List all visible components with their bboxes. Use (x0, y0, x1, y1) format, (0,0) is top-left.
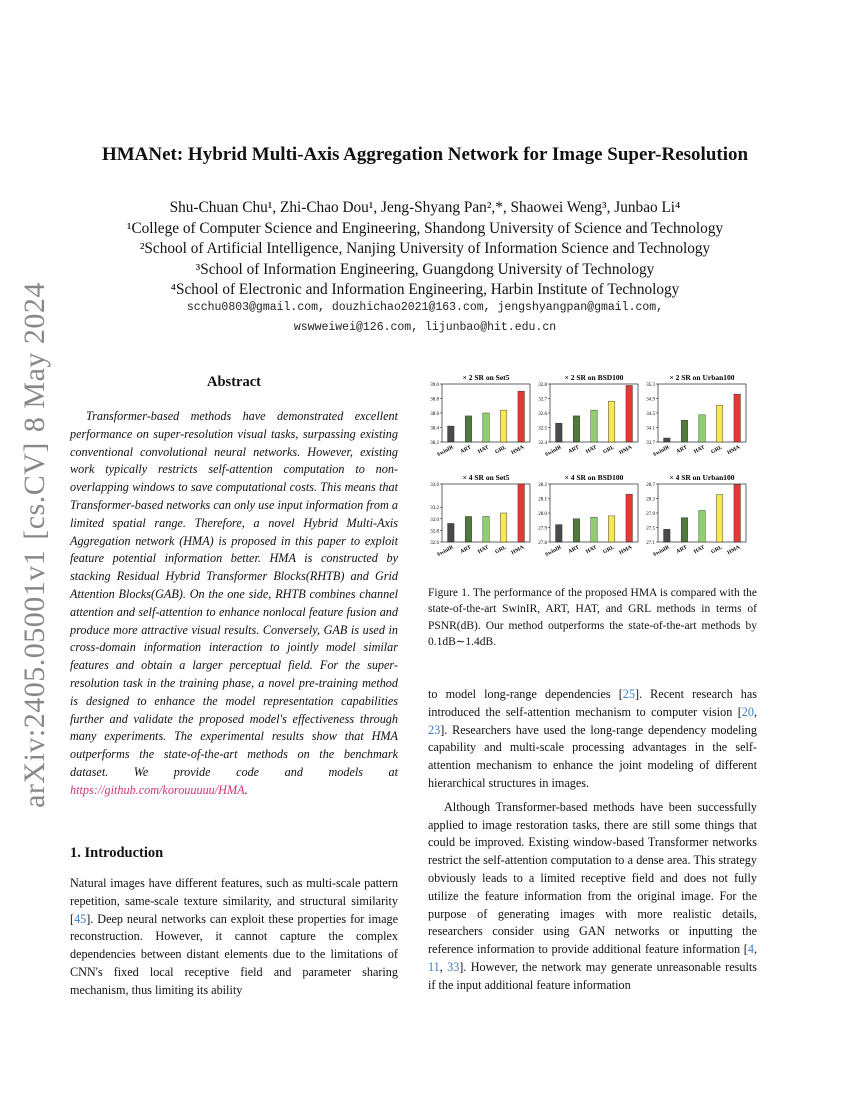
y-tick-label: 38.4 (430, 426, 439, 432)
emails-line-2: wswweiwei@126.com, lijunbao@hit.edu.cn (293, 321, 557, 334)
rc-text-p2b: ]. However, the network may generate unreasonable results if the input additional feature information (428, 959, 757, 992)
bar-grl (608, 401, 615, 442)
y-tick-label: 32.5 (538, 426, 547, 432)
rc-sep: , (753, 704, 757, 719)
x-tick-label: SwinIR (652, 544, 671, 559)
x-tick-label: HMA (618, 444, 634, 457)
bar-hat (483, 413, 490, 442)
y-tick-label: 38.6 (430, 412, 439, 417)
bar-grl (500, 410, 507, 442)
x-tick-label: ART (567, 544, 581, 556)
y-tick-label: 33.0 (430, 517, 439, 523)
chart-title: × 4 SR on BSD100 (564, 473, 624, 482)
x-tick-label: GRL (710, 544, 724, 556)
y-tick-label: 38.2 (430, 441, 439, 446)
chart-title: × 4 SR on Urban100 (669, 473, 735, 482)
bar-grl (716, 405, 723, 442)
y-tick-label: 34.1 (646, 426, 655, 432)
y-tick-label: 32.4 (538, 441, 547, 446)
x-tick-label: ART (675, 544, 689, 556)
performance-figure (428, 372, 758, 572)
bar-swinir (448, 523, 455, 542)
x-tick-label: HAT (692, 544, 706, 556)
bar-art (465, 516, 472, 542)
chart-title: × 2 SR on Urban100 (669, 373, 735, 382)
y-tick-label: 32.8 (430, 529, 439, 535)
x-tick-label: HMA (618, 544, 634, 557)
citation[interactable]: 4 (747, 942, 754, 957)
y-tick-label: 28.1 (538, 497, 547, 503)
chart-panel (538, 373, 638, 458)
x-tick-label: HMA (510, 544, 526, 557)
y-tick-label: 39.0 (430, 383, 439, 388)
arxiv-id: arXiv:2405.05001v1 (18, 549, 51, 808)
y-tick-label: 33.7 (646, 441, 655, 446)
bar-hma (734, 394, 741, 442)
x-tick-label: GRL (602, 544, 616, 556)
bar-hat (591, 410, 598, 442)
y-tick-label: 38.8 (430, 397, 439, 403)
bar-grl (608, 516, 615, 542)
x-tick-label: SwinIR (436, 444, 455, 459)
y-tick-label: 33.6 (430, 483, 439, 488)
bar-swinir (448, 426, 455, 442)
citation[interactable]: 25 (622, 687, 635, 701)
y-tick-label: 32.6 (430, 541, 439, 546)
x-tick-label: SwinIR (544, 444, 563, 459)
arxiv-category: [cs.CV] (18, 442, 51, 540)
chart-panel (646, 373, 746, 458)
x-tick-label: GRL (710, 444, 724, 456)
arxiv-date: 8 May 2024 (18, 282, 51, 433)
bar-hma (734, 484, 741, 542)
y-tick-label: 33.2 (430, 506, 439, 512)
bar-art (573, 416, 580, 442)
right-column-text (428, 686, 757, 995)
x-tick-label: GRL (602, 444, 616, 456)
chart-panel (538, 473, 638, 558)
abstract-text: Transformer-based methods have demonstrated excellent performance on super-resolution visual tasks, surpassing existing conventional convolutional neural networks. However, existing work typically restricts self-attention computation to non-overlapping windows to save computational costs. This means that Transformer-based networks can only use input information from a limited spatial range. Therefore, a novel Hybrid Multi-Axis Aggregation network (HMA) is proposed in this paper to exploit feature potential information better. HMA is constructed by stacking Residual Hybrid Transformer Blocks(RHTB) and Grid Attention Blocks(GAB). On the one side, RHTB combines channel attention and self-attention to enhance nonlocal feature fusion and produce more attractive visual results. Conversely, GAB is used in cross-domain information interaction to jointly model similar features and obtain a larger perceptual field. For the super-resolution task in the training phase, a novel pre-training method is designed to enhance the model representation capabilities further and validate the proposed model's effectiveness through many experiments. The experimental results show that HMA outperforms the state-of-the-art methods on the benchmark dataset. We provide code and models at (70, 409, 398, 779)
chart-panel (646, 473, 746, 558)
rc-text-a: to model long-range dependencies [ (428, 687, 623, 701)
affiliation-4: ⁴School of Electronic and Information Engineering, Harbin Institute of Technology (170, 281, 680, 298)
x-tick-label: SwinIR (652, 444, 671, 459)
citation[interactable]: 23 (428, 722, 441, 737)
x-tick-label: HMA (726, 444, 742, 457)
y-tick-label: 27.1 (646, 541, 655, 546)
y-tick-label: 28.3 (646, 497, 655, 503)
bar-grl (500, 513, 507, 542)
author-block (0, 198, 850, 301)
citation[interactable]: 11 (428, 959, 440, 974)
citation[interactable]: 33 (447, 959, 460, 974)
bar-swinir (556, 423, 563, 442)
x-tick-label: ART (459, 544, 473, 556)
chart-title: × 4 SR on Set5 (462, 473, 510, 482)
x-tick-label: HAT (584, 444, 598, 456)
rc-text-p2a: Although Transformer-based methods have been successfully applied to image restoration tasks, there are still some things that could be improved. Existing window-based Transformer networks restrict the self-attention computation to a dense area. This strategy obviously leads to a limited receptive field and does not fully utilize the feature information from the original image. For the purpose of generating images with more realistic details, researchers consider using GAN networks or inputting the reference information to provide additional feature information [ (428, 799, 757, 957)
y-tick-label: 28.2 (538, 483, 547, 488)
x-tick-label: GRL (494, 544, 508, 556)
intro-text-a: Natural images have different features, such as multi-scale pattern repetition, same-scale texture similarity, and structural similarity [ (70, 876, 398, 926)
rc-text-d: ]. Researchers have used the long-range dependency modeling capability and multi-scale processing advantages in the self-attention mechanism to enhance the joint modeling of different hierarchical structures in images. (428, 722, 757, 790)
y-tick-label: 34.5 (646, 412, 655, 417)
y-tick-label: 32.6 (538, 412, 547, 417)
y-tick-label: 27.8 (538, 541, 547, 546)
x-tick-label: HAT (584, 544, 598, 556)
abstract-heading: Abstract (207, 374, 261, 390)
arxiv-stamp (18, 272, 52, 808)
x-tick-label: GRL (494, 444, 508, 456)
x-tick-label: ART (567, 444, 581, 456)
y-tick-label: 27.9 (646, 512, 655, 517)
bar-swinir (664, 438, 671, 442)
intro-heading: 1. Introduction (70, 845, 164, 861)
bar-hma (518, 484, 525, 542)
bar-hma (626, 385, 633, 442)
chart-panel (430, 473, 530, 558)
x-tick-label: HAT (476, 444, 490, 456)
affiliation-3: ³School of Information Engineering, Guangdong University of Technology (195, 260, 655, 278)
bar-hma (518, 391, 525, 442)
x-tick-label: ART (459, 444, 473, 456)
code-link[interactable]: https://github.com/korouuuuu/HMA (70, 782, 245, 797)
bar-hat (483, 516, 490, 542)
x-tick-label: HAT (692, 444, 706, 456)
bar-swinir (664, 529, 671, 542)
bar-hma (626, 494, 633, 542)
emails-line-1: scchu0803@gmail.com, douzhichao2021@163.com, jengshyangpan@gmail.com, (186, 301, 664, 314)
x-tick-label: SwinIR (436, 544, 455, 559)
chart-title: × 2 SR on BSD100 (564, 373, 624, 382)
bar-art (573, 519, 580, 542)
x-tick-label: HMA (510, 444, 526, 457)
y-tick-label: 27.5 (646, 526, 655, 532)
intro-text-b: ]. Deep neural networks can exploit these properties for image reconstruction. However, it cannot capture the complex dependencies between distant elements due to the limitations of CNN's fixed local receptive field and parameter sharing mechanism, thus limiting its ability (70, 911, 398, 997)
y-tick-label: 28.7 (646, 483, 655, 488)
paper-title: HMANet: Hybrid Multi-Axis Aggregation Network for Image Super-Resolution (101, 144, 749, 165)
rc-text-b: ]. Recent research has introduced the self-attention mechanism to computer vision [ (428, 687, 758, 719)
email-block (0, 298, 850, 338)
affiliation-1: ¹College of Computer Science and Engineering, Shandong University of Science and Technology (126, 219, 724, 237)
rc-sep: , (753, 942, 757, 957)
x-tick-label: SwinIR (544, 544, 563, 559)
y-tick-label: 35.3 (646, 383, 655, 388)
bar-hat (591, 517, 598, 542)
y-tick-label: 27.9 (538, 526, 547, 532)
author-names: Shu-Chuan Chu¹, Zhi-Chao Dou¹, Jeng-Shyang Pan²,*, Shaowei Weng³, Junbao Li⁴ (169, 199, 681, 216)
figure-caption: Figure 1. The performance of the proposed HMA is compared with the state-of-the-art SwinIR, ART, HAT, and GRL methods in terms of PSNR(dB). Our method outperforms the state-of-the-art methods by 0.1dB∼1.4dB. (428, 587, 757, 649)
y-tick-label: 32.8 (538, 383, 547, 388)
bar-swinir (556, 525, 563, 542)
bar-art (681, 518, 688, 542)
y-tick-label: 32.7 (538, 397, 547, 403)
x-tick-label: HAT (476, 544, 490, 556)
bar-hat (699, 510, 706, 542)
x-tick-label: HMA (726, 544, 742, 557)
y-tick-label: 28.0 (538, 512, 547, 517)
rc-sep: , (439, 959, 448, 974)
citation[interactable]: 20 (741, 704, 754, 719)
abstract-body (70, 408, 398, 800)
y-tick-label: 34.9 (646, 397, 655, 403)
x-tick-label: ART (675, 444, 689, 456)
intro-paragraph (70, 875, 398, 1000)
chart-panel (430, 373, 530, 458)
abstract-end: . (244, 782, 248, 797)
chart-title: × 2 SR on Set5 (462, 373, 510, 382)
bar-grl (716, 495, 723, 542)
bar-hat (699, 415, 706, 442)
affiliation-2: ²School of Artificial Intelligence, Nanjing University of Information Science and Technology (139, 240, 711, 257)
bar-art (465, 416, 472, 442)
citation[interactable]: 45 (74, 911, 87, 926)
bar-art (681, 420, 688, 442)
